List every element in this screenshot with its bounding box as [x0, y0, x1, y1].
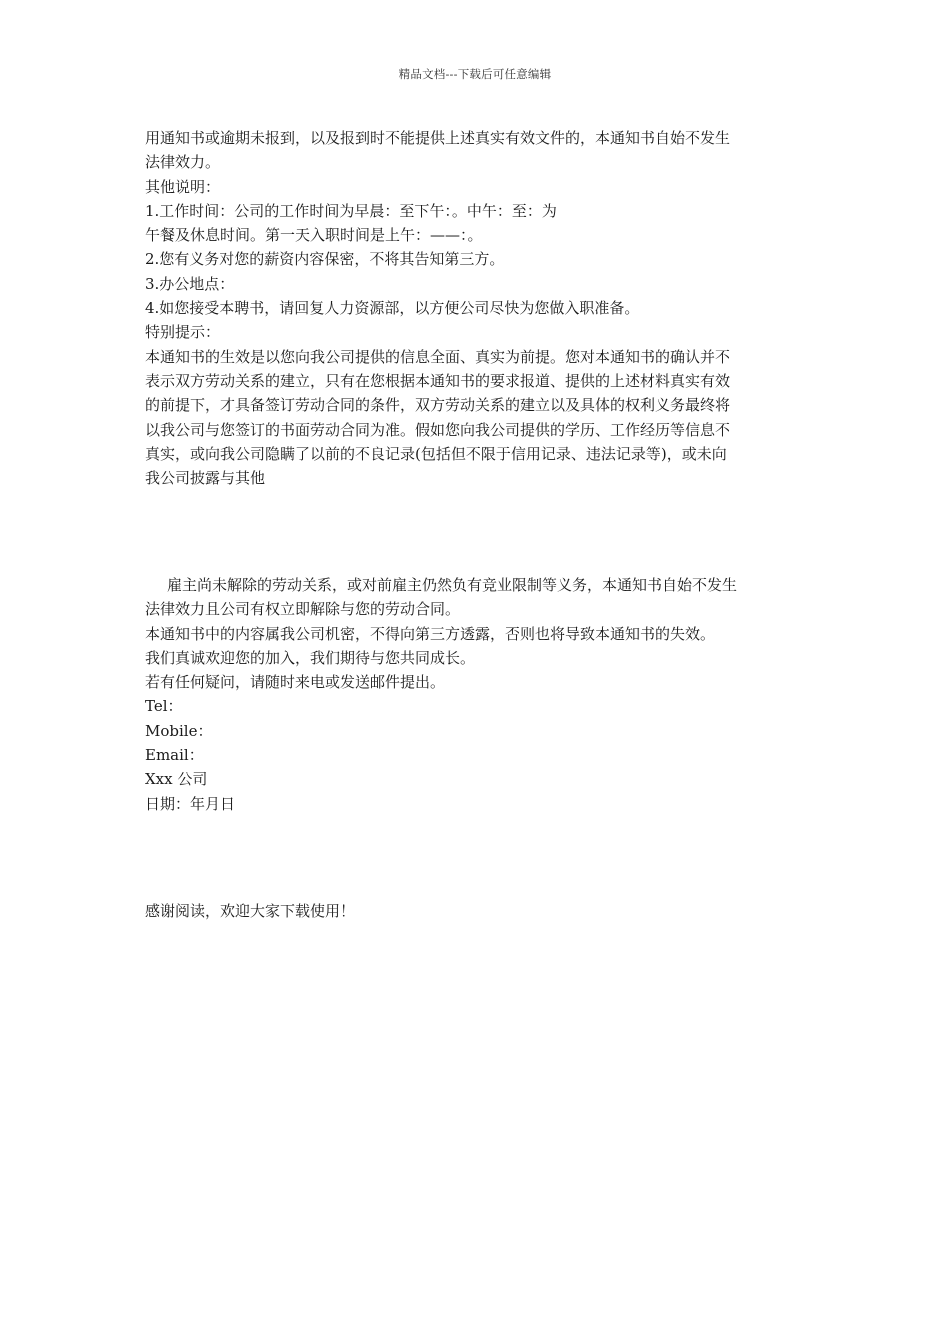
- contact-mobile: Mobile：: [145, 721, 213, 740]
- text-line: 雇主尚未解除的劳动关系，或对前雇主仍然负有竞业限制等义务，本通知书自始不发生: [167, 576, 738, 594]
- footer-thanks: 感谢阅读，欢迎大家下载使用！: [145, 902, 356, 920]
- text-line: 真实，或向我公司隐瞒了以前的不良记录(包括但不限于信用记录、违法记录等)，或未向: [145, 444, 727, 463]
- text-line: 本通知书的生效是以您向我公司提供的信息全面、真实为前提。您对本通知书的确认并不: [145, 347, 731, 366]
- company-name: Xxx 公司: [145, 770, 208, 789]
- text-line: 用通知书或逾期未报到，以及报到时不能提供上述真实有效文件的，本通知书自始不发生: [145, 129, 731, 147]
- page-header: 精品文档---下载后可任意编辑: [398, 67, 552, 81]
- text-line: 本通知书中的内容属我公司机密，不得向第三方透露，否则也将导致本通知书的失效。: [145, 624, 716, 643]
- list-item-salary-confidential: 2.您有义务对您的薪资内容保密，不将其告知第三方。: [145, 250, 505, 269]
- text-line: 法律效力。: [145, 153, 221, 172]
- list-item-office-location: 3.办公地点：: [145, 274, 235, 293]
- document-section-2: [145, 573, 810, 816]
- list-item-reply-hr: 4.如您接受本聘书，请回复人力资源部，以方便公司尽快为您做入职准备。: [145, 299, 640, 318]
- text-line: 法律效力且公司有权立即解除与您的劳动合同。: [145, 600, 461, 619]
- text-line: 我们真诚欢迎您的加入，我们期待与您共同成长。: [145, 648, 476, 667]
- contact-tel: Tel：: [145, 697, 183, 716]
- text-line: 若有任何疑问，请随时来电或发送邮件提出。: [145, 673, 446, 692]
- document-footer: [145, 899, 810, 923]
- text-line: 以我公司与您签订的书面劳动合同为准。假如您向我公司提供的学历、工作经历等信息不: [145, 420, 731, 439]
- section-heading-special-notice: 特别提示：: [145, 323, 221, 342]
- text-line: 表示双方劳动关系的建立，只有在您根据本通知书的要求报道、提供的上述材料真实有效: [145, 371, 731, 390]
- text-line: 我公司披露与其他: [145, 469, 266, 488]
- document-section-1: [145, 126, 810, 490]
- list-item-work-hours-cont: 午餐及休息时间。第一天入职时间是上午：——：。: [145, 226, 483, 245]
- list-item-work-hours: 1.工作时间：公司的工作时间为早晨：至下午：。中午：至：为: [145, 201, 557, 220]
- text-line: 的前提下，才具备签订劳动合同的条件，双方劳动关系的建立以及具体的权利义务最终将: [145, 396, 731, 415]
- contact-email: Email：: [145, 746, 204, 765]
- section-heading-other: 其他说明：: [145, 177, 221, 196]
- date-line: 日期：年月日: [145, 794, 236, 813]
